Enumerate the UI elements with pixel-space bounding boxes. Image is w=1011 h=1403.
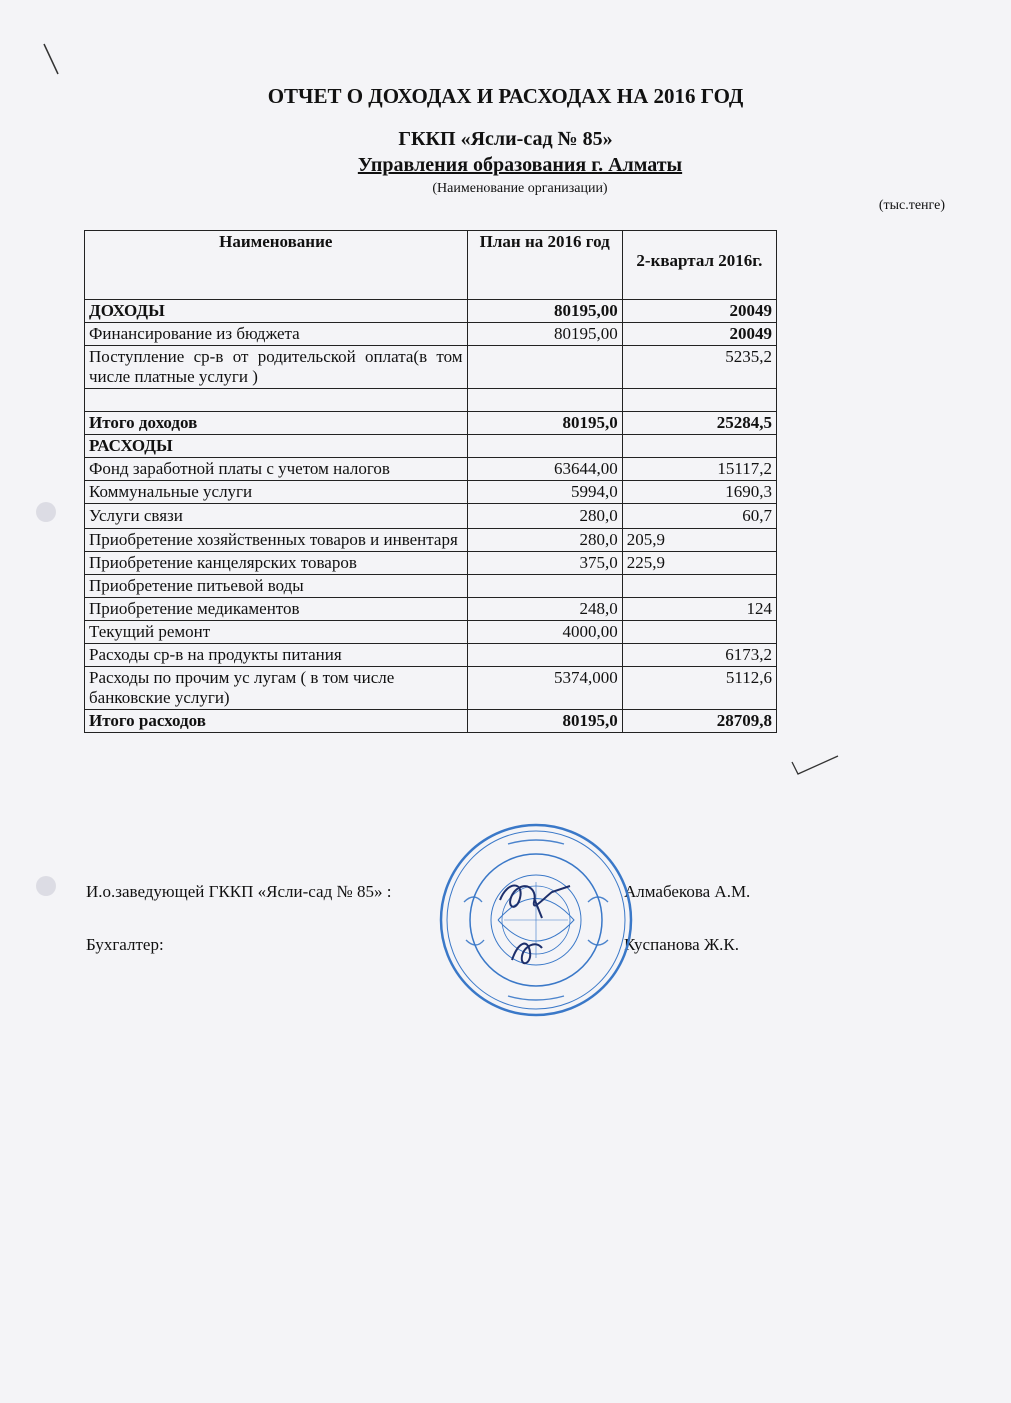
table-row: [85, 435, 777, 458]
table-row: [85, 621, 777, 644]
row-q2: 6173,2: [622, 644, 776, 667]
row-plan: [467, 389, 622, 412]
table-row: [85, 323, 777, 346]
row-name: Услуги связи: [85, 504, 468, 529]
row-plan: 280,0: [467, 504, 622, 529]
row-name: ДОХОДЫ: [85, 300, 468, 323]
row-name: Расходы ср-в на продукты питания: [85, 644, 468, 667]
row-plan: 375,0: [467, 552, 622, 575]
row-q2: 20049: [622, 323, 776, 346]
row-q2: 60,7: [622, 504, 776, 529]
row-plan: 5994,0: [467, 481, 622, 504]
check-mark-icon: [790, 752, 840, 778]
accountant-signature-name: Куспанова Ж.К.: [624, 935, 740, 954]
row-q2: 205,9: [622, 529, 776, 552]
organization-name: ГККП «Ясли-сад № 85»: [398, 128, 613, 150]
row-plan: [467, 435, 622, 458]
header-q2: 2-квартал 2016г.: [622, 231, 776, 300]
head-signature-label: И.о.заведующей ГККП «Ясли-сад № 85» :: [86, 882, 392, 901]
row-q2: 20049: [622, 300, 776, 323]
row-plan: 80195,00: [467, 323, 622, 346]
income-expense-table: [84, 230, 777, 733]
table-row: [85, 552, 777, 575]
official-seal-icon: [438, 822, 634, 1018]
row-name: Фонд заработной платы с учетом налогов: [85, 458, 468, 481]
row-name: Коммунальные услуги: [85, 481, 468, 504]
row-q2: 5235,2: [622, 346, 776, 389]
row-q2: 1690,3: [622, 481, 776, 504]
row-plan: [467, 644, 622, 667]
table-row: [85, 389, 777, 412]
pen-mark-icon: [32, 40, 72, 80]
table-row: [85, 412, 777, 435]
row-plan: 5374,000: [467, 667, 622, 710]
row-plan: 280,0: [467, 529, 622, 552]
accountant-signature-label: Бухгалтер:: [86, 935, 164, 954]
row-name: Приобретение хозяйственных товаров и инвентаря: [85, 529, 468, 552]
row-q2: [622, 435, 776, 458]
row-q2: 124: [622, 598, 776, 621]
row-name: Итого расходов: [85, 710, 468, 733]
table-row: [85, 346, 777, 389]
table-header-row: [85, 231, 777, 300]
row-name: Расходы по прочим ус лугам ( в том числе банковские услуги): [85, 667, 468, 710]
table-row: [85, 644, 777, 667]
row-name: Финансирование из бюджета: [85, 323, 468, 346]
row-name: Приобретение медикаментов: [85, 598, 468, 621]
row-plan: [467, 575, 622, 598]
table-row: [85, 529, 777, 552]
department-name: Управления образования г. Алматы: [357, 154, 683, 176]
row-q2: [622, 621, 776, 644]
row-q2: [622, 389, 776, 412]
row-name: РАСХОДЫ: [85, 435, 468, 458]
row-name: Приобретение питьевой воды: [85, 575, 468, 598]
row-name: Поступление ср-в от родительской оплата(в том числе платные услуги ): [85, 346, 468, 389]
row-plan: 80195,0: [467, 710, 622, 733]
row-name: Приобретение канцелярских товаров: [85, 552, 468, 575]
table-row: [85, 575, 777, 598]
header-name: Наименование: [85, 231, 468, 300]
row-q2: 25284,5: [622, 412, 776, 435]
units-note: (тыс.тенге): [878, 198, 945, 213]
row-name: [85, 389, 468, 412]
header-plan: План на 2016 год: [467, 231, 622, 300]
table-row: [85, 667, 777, 710]
table-row: [85, 598, 777, 621]
row-plan: 80195,00: [467, 300, 622, 323]
table-row: [85, 504, 777, 529]
row-q2: 28709,8: [622, 710, 776, 733]
row-name: Текущий ремонт: [85, 621, 468, 644]
row-q2: 225,9: [622, 552, 776, 575]
row-q2: [622, 575, 776, 598]
row-plan: 80195,0: [467, 412, 622, 435]
organization-note: (Наименование организации): [432, 181, 608, 196]
head-signature-name: Алмабекова А.М.: [624, 882, 751, 901]
punch-hole: [36, 502, 56, 522]
table-row: [85, 481, 777, 504]
report-title: ОТЧЕТ О ДОХОДАХ И РАСХОДАХ НА 2016 ГОД: [267, 84, 744, 108]
row-plan: 4000,00: [467, 621, 622, 644]
punch-hole: [36, 876, 56, 896]
row-q2: 5112,6: [622, 667, 776, 710]
row-plan: 248,0: [467, 598, 622, 621]
table-row: [85, 458, 777, 481]
row-q2: 15117,2: [622, 458, 776, 481]
table-row: [85, 710, 777, 733]
table-row: [85, 300, 777, 323]
row-plan: 63644,00: [467, 458, 622, 481]
row-plan: [467, 346, 622, 389]
row-name: Итого доходов: [85, 412, 468, 435]
